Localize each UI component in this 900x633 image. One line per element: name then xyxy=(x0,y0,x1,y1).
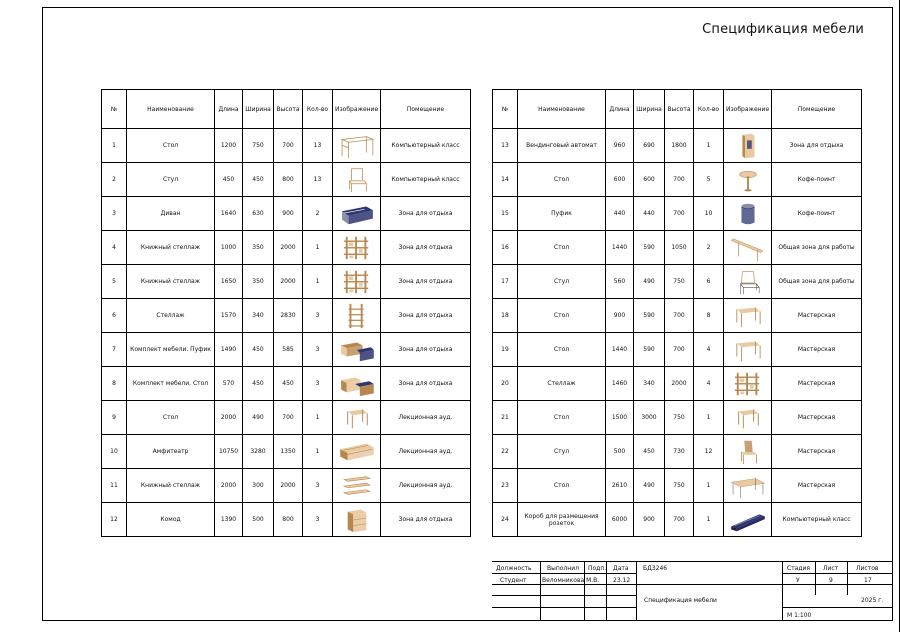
stamp-header-date: Дата xyxy=(613,565,629,572)
bookshelf-icon xyxy=(333,268,380,296)
width-value: 440 xyxy=(634,197,665,231)
column-header: Кол-во xyxy=(694,90,724,129)
row-number: 15 xyxy=(493,197,518,231)
vending-machine-icon xyxy=(724,132,771,160)
item-name: Книжный стеллаж xyxy=(127,469,215,503)
title-block xyxy=(492,561,893,621)
table-row xyxy=(102,367,471,401)
width-value: 630 xyxy=(243,197,274,231)
long-table-icon xyxy=(724,472,771,500)
column-header: Длина xyxy=(606,90,634,129)
small-table-icon xyxy=(333,404,380,432)
stamp-scale: М 1:100 xyxy=(787,612,812,619)
table-header-row xyxy=(493,90,862,129)
item-image xyxy=(724,299,772,333)
height-value: 750 xyxy=(665,265,694,299)
room-name: Кофе-поинт xyxy=(772,163,862,197)
item-image xyxy=(333,367,381,401)
table-row xyxy=(102,163,471,197)
width-value: 450 xyxy=(243,163,274,197)
item-image xyxy=(724,163,772,197)
width-value: 300 xyxy=(243,469,274,503)
item-name: Комплект мебели. Стол xyxy=(127,367,215,401)
table-row xyxy=(493,435,862,469)
row-number: 3 xyxy=(102,197,127,231)
item-image xyxy=(724,503,772,537)
table-row xyxy=(102,503,471,537)
height-value: 750 xyxy=(665,401,694,435)
room-name: Зона для отдыха xyxy=(381,197,471,231)
column-header: Наименование xyxy=(518,90,606,129)
quantity-value: 1 xyxy=(694,129,724,163)
room-name: Общая зона для работы xyxy=(772,231,862,265)
bookshelf-icon xyxy=(724,370,771,398)
item-image xyxy=(333,299,381,333)
quantity-value: 3 xyxy=(303,333,333,367)
table-row xyxy=(102,231,471,265)
room-name: Общая зона для работы xyxy=(772,265,862,299)
row-number: 11 xyxy=(102,469,127,503)
item-name: Короб для размещения розеток xyxy=(518,503,606,537)
room-name: Лекционная ауд. xyxy=(381,401,471,435)
quantity-value: 1 xyxy=(303,401,333,435)
item-name: Стол xyxy=(518,333,606,367)
height-value: 2000 xyxy=(665,367,694,401)
table-row xyxy=(493,333,862,367)
width-value: 340 xyxy=(243,299,274,333)
row-number: 13 xyxy=(493,129,518,163)
length-value: 10750 xyxy=(215,435,243,469)
row-number: 8 xyxy=(102,367,127,401)
stamp-header-sheets: Листов xyxy=(856,565,879,572)
item-image xyxy=(333,129,381,163)
small-table-icon xyxy=(724,404,771,432)
width-value: 490 xyxy=(243,401,274,435)
quantity-value: 1 xyxy=(303,435,333,469)
table-row xyxy=(102,469,471,503)
column-header: Изображение xyxy=(724,90,772,129)
length-value: 1200 xyxy=(215,129,243,163)
item-image xyxy=(724,197,772,231)
width-value: 3000 xyxy=(634,401,665,435)
table-row xyxy=(102,197,471,231)
table-row xyxy=(493,401,862,435)
column-header: Помещение xyxy=(381,90,471,129)
width-value: 450 xyxy=(634,435,665,469)
height-value: 1350 xyxy=(274,435,303,469)
item-name: Стол xyxy=(518,401,606,435)
item-image xyxy=(724,265,772,299)
length-value: 1500 xyxy=(606,401,634,435)
room-name: Зона для отдыха xyxy=(772,129,862,163)
quantity-value: 4 xyxy=(694,367,724,401)
height-value: 700 xyxy=(665,299,694,333)
table-row xyxy=(493,503,862,537)
table-row xyxy=(493,299,862,333)
item-image xyxy=(724,469,772,503)
width-value: 490 xyxy=(634,265,665,299)
width-value: 590 xyxy=(634,231,665,265)
row-number: 21 xyxy=(493,401,518,435)
height-value: 700 xyxy=(274,401,303,435)
height-value: 450 xyxy=(274,367,303,401)
dresser-icon xyxy=(333,506,380,534)
item-image xyxy=(724,367,772,401)
length-value: 600 xyxy=(606,163,634,197)
item-image xyxy=(333,401,381,435)
ladder-shelf-icon xyxy=(333,302,380,330)
height-value: 700 xyxy=(665,333,694,367)
stamp-header-stage: Стадия xyxy=(787,565,811,572)
height-value: 2000 xyxy=(274,469,303,503)
item-name: Книжный стеллаж xyxy=(127,231,215,265)
width-value: 500 xyxy=(243,503,274,537)
width-value: 590 xyxy=(634,299,665,333)
quantity-value: 3 xyxy=(303,469,333,503)
room-name: Компьютерный класс xyxy=(381,163,471,197)
room-name: Зона для отдыха xyxy=(381,231,471,265)
room-name: Компьютерный класс xyxy=(772,503,862,537)
item-name: Книжный стеллаж xyxy=(127,265,215,299)
item-image xyxy=(333,231,381,265)
width-value: 900 xyxy=(634,503,665,537)
height-value: 800 xyxy=(274,503,303,537)
item-image xyxy=(333,333,381,367)
quantity-value: 1 xyxy=(303,265,333,299)
stamp-sheets: 17 xyxy=(864,577,872,584)
row-number: 20 xyxy=(493,367,518,401)
length-value: 1460 xyxy=(606,367,634,401)
row-number: 9 xyxy=(102,401,127,435)
table-set-icon xyxy=(333,370,380,398)
room-name: Зона для отдыха xyxy=(381,265,471,299)
quantity-value: 6 xyxy=(694,265,724,299)
item-name: Стол xyxy=(127,401,215,435)
stamp-position: Студент xyxy=(500,577,527,584)
length-value: 1440 xyxy=(606,231,634,265)
row-number: 6 xyxy=(102,299,127,333)
quantity-value: 1 xyxy=(303,231,333,265)
item-image xyxy=(333,265,381,299)
table-row xyxy=(102,435,471,469)
row-number: 14 xyxy=(493,163,518,197)
stamp-stage: У xyxy=(796,577,800,584)
sheet-title: Спецификация мебели xyxy=(702,22,864,37)
item-image xyxy=(333,163,381,197)
item-name: Стул xyxy=(518,435,606,469)
room-name: Мастерская xyxy=(772,469,862,503)
width-value: 690 xyxy=(634,129,665,163)
length-value: 2000 xyxy=(215,469,243,503)
height-value: 585 xyxy=(274,333,303,367)
quantity-value: 3 xyxy=(303,367,333,401)
length-value: 1000 xyxy=(215,231,243,265)
item-image xyxy=(724,401,772,435)
quantity-value: 1 xyxy=(694,401,724,435)
table-row xyxy=(493,129,862,163)
row-number: 18 xyxy=(493,299,518,333)
room-name: Мастерская xyxy=(772,333,862,367)
workshop-table-icon xyxy=(724,302,771,330)
length-value: 1570 xyxy=(215,299,243,333)
workshop-table-icon xyxy=(724,336,771,364)
round-table-icon xyxy=(724,166,771,194)
width-value: 490 xyxy=(634,469,665,503)
stamp-doc-code: БД3246 xyxy=(643,565,668,572)
table-row xyxy=(493,231,862,265)
width-value: 350 xyxy=(243,231,274,265)
length-value: 1490 xyxy=(215,333,243,367)
column-header: Длина xyxy=(215,90,243,129)
length-value: 1440 xyxy=(606,333,634,367)
bookshelf-icon xyxy=(333,234,380,262)
width-value: 450 xyxy=(243,367,274,401)
column-header: Кол-во xyxy=(303,90,333,129)
wall-shelf-icon xyxy=(333,472,380,500)
item-name: Стол xyxy=(518,469,606,503)
column-header: № xyxy=(493,90,518,129)
sofa-icon xyxy=(333,200,380,228)
chair-outline-icon xyxy=(333,166,380,194)
table-row xyxy=(102,265,471,299)
item-name: Амфитеатр xyxy=(127,435,215,469)
length-value: 2000 xyxy=(215,401,243,435)
height-value: 700 xyxy=(665,197,694,231)
length-value: 450 xyxy=(215,163,243,197)
item-name: Стол xyxy=(127,129,215,163)
height-value: 730 xyxy=(665,435,694,469)
row-number: 19 xyxy=(493,333,518,367)
item-name: Стол xyxy=(518,299,606,333)
row-number: 17 xyxy=(493,265,518,299)
table-row xyxy=(493,265,862,299)
room-name: Зона для отдыха xyxy=(381,299,471,333)
item-name: Стул xyxy=(518,265,606,299)
room-name: Мастерская xyxy=(772,299,862,333)
height-value: 1050 xyxy=(665,231,694,265)
room-name: Зона для отдыха xyxy=(381,333,471,367)
length-value: 570 xyxy=(215,367,243,401)
height-value: 800 xyxy=(274,163,303,197)
quantity-value: 13 xyxy=(303,129,333,163)
row-number: 1 xyxy=(102,129,127,163)
pouf-set-icon xyxy=(333,336,380,364)
room-name: Зона для отдыха xyxy=(381,503,471,537)
room-name: Кофе-поинт xyxy=(772,197,862,231)
stamp-header-sign: Подп. xyxy=(588,565,607,572)
room-name: Лекционная ауд. xyxy=(381,469,471,503)
item-name: Стеллаж xyxy=(127,299,215,333)
item-image xyxy=(333,197,381,231)
row-number: 7 xyxy=(102,333,127,367)
length-value: 2610 xyxy=(606,469,634,503)
table-row xyxy=(493,163,862,197)
item-name: Пуфик xyxy=(518,197,606,231)
quantity-value: 4 xyxy=(694,333,724,367)
quantity-value: 5 xyxy=(694,163,724,197)
length-value: 500 xyxy=(606,435,634,469)
row-number: 24 xyxy=(493,503,518,537)
stamp-header-done: Выполнил xyxy=(547,565,579,572)
stamp-header-position: Должность xyxy=(496,565,532,572)
quantity-value: 10 xyxy=(694,197,724,231)
column-header: Высота xyxy=(274,90,303,129)
row-number: 23 xyxy=(493,469,518,503)
length-value: 1390 xyxy=(215,503,243,537)
spec-table-left xyxy=(101,89,471,537)
row-number: 10 xyxy=(102,435,127,469)
row-number: 12 xyxy=(102,503,127,537)
quantity-value: 12 xyxy=(694,435,724,469)
length-value: 900 xyxy=(606,299,634,333)
table-header-row xyxy=(102,90,471,129)
column-header: Изображение xyxy=(333,90,381,129)
amphitheatre-icon xyxy=(333,438,380,466)
item-name: Стеллаж xyxy=(518,367,606,401)
length-value: 960 xyxy=(606,129,634,163)
length-value: 6000 xyxy=(606,503,634,537)
table-row xyxy=(493,367,862,401)
width-value: 340 xyxy=(634,367,665,401)
item-image xyxy=(333,435,381,469)
quantity-value: 3 xyxy=(303,503,333,537)
item-name: Стол xyxy=(518,231,606,265)
item-name: Стол xyxy=(518,163,606,197)
table-row xyxy=(493,197,862,231)
height-value: 750 xyxy=(665,469,694,503)
stamp-doc-name: Спецификация мебели xyxy=(644,597,717,604)
row-number: 2 xyxy=(102,163,127,197)
quantity-value: 3 xyxy=(303,299,333,333)
room-name: Мастерская xyxy=(772,435,862,469)
item-name: Вендинговый автомат xyxy=(518,129,606,163)
item-image xyxy=(333,503,381,537)
width-value: 600 xyxy=(634,163,665,197)
column-header: Высота xyxy=(665,90,694,129)
bar-table-icon xyxy=(724,234,771,262)
length-value: 1640 xyxy=(215,197,243,231)
column-header: Помещение xyxy=(772,90,862,129)
stamp-header-sheet: Лист xyxy=(823,565,839,572)
item-image xyxy=(724,435,772,469)
quantity-value: 2 xyxy=(694,231,724,265)
column-header: № xyxy=(102,90,127,129)
length-value: 560 xyxy=(606,265,634,299)
height-value: 700 xyxy=(665,503,694,537)
height-value: 2000 xyxy=(274,231,303,265)
quantity-value: 1 xyxy=(694,503,724,537)
height-value: 900 xyxy=(274,197,303,231)
table-row xyxy=(493,469,862,503)
desk-outline-icon xyxy=(333,132,380,160)
item-name: Комод xyxy=(127,503,215,537)
quantity-value: 13 xyxy=(303,163,333,197)
length-value: 440 xyxy=(606,197,634,231)
length-value: 1650 xyxy=(215,265,243,299)
item-name: Комплект мебели. Пуфик xyxy=(127,333,215,367)
height-value: 2000 xyxy=(274,265,303,299)
width-value: 750 xyxy=(243,129,274,163)
stool-chair-icon xyxy=(724,438,771,466)
column-header: Наименование xyxy=(127,90,215,129)
column-header: Ширина xyxy=(634,90,665,129)
width-value: 450 xyxy=(243,333,274,367)
room-name: Лекционная ауд. xyxy=(381,435,471,469)
quantity-value: 1 xyxy=(694,469,724,503)
height-value: 2830 xyxy=(274,299,303,333)
stamp-date: 23.12 xyxy=(613,577,631,584)
width-value: 590 xyxy=(634,333,665,367)
row-number: 4 xyxy=(102,231,127,265)
stamp-sheet: 9 xyxy=(829,577,833,584)
row-number: 16 xyxy=(493,231,518,265)
item-name: Стул xyxy=(127,163,215,197)
width-value: 350 xyxy=(243,265,274,299)
table-row xyxy=(102,333,471,367)
item-image xyxy=(724,333,772,367)
stamp-author: Веломникова М.В. xyxy=(542,577,600,584)
item-image xyxy=(333,469,381,503)
quantity-value: 2 xyxy=(303,197,333,231)
table-row xyxy=(102,299,471,333)
table-row xyxy=(102,129,471,163)
item-name: Диван xyxy=(127,197,215,231)
item-image xyxy=(724,231,772,265)
item-image xyxy=(724,129,772,163)
row-number: 5 xyxy=(102,265,127,299)
wire-chair-icon xyxy=(724,268,771,296)
height-value: 700 xyxy=(274,129,303,163)
table-row xyxy=(102,401,471,435)
socket-box-icon xyxy=(724,506,771,534)
row-number: 22 xyxy=(493,435,518,469)
pouf-icon xyxy=(724,200,771,228)
stamp-year: 2025 г. xyxy=(861,597,884,604)
room-name: Компьютерный класс xyxy=(381,129,471,163)
room-name: Мастерская xyxy=(772,401,862,435)
width-value: 3280 xyxy=(243,435,274,469)
column-header: Ширина xyxy=(243,90,274,129)
spec-table-right xyxy=(492,89,862,537)
height-value: 1800 xyxy=(665,129,694,163)
quantity-value: 8 xyxy=(694,299,724,333)
height-value: 700 xyxy=(665,163,694,197)
room-name: Мастерская xyxy=(772,367,862,401)
room-name: Зона для отдыха xyxy=(381,367,471,401)
